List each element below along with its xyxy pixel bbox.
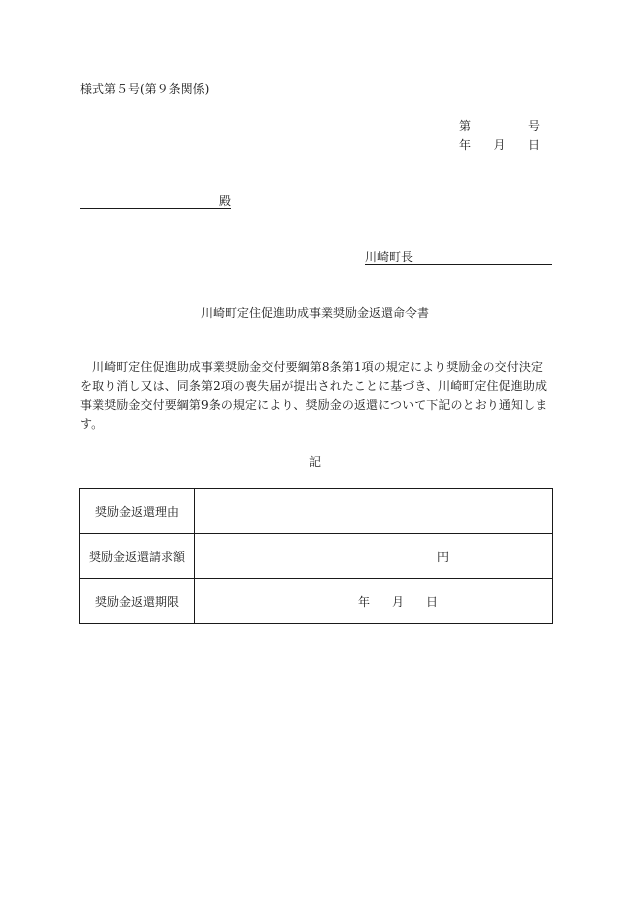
document-date <box>459 136 540 153</box>
table-row <box>80 489 553 534</box>
document-number-prefix: 第 <box>459 119 472 133</box>
table-row <box>80 534 553 579</box>
document-number <box>459 117 540 134</box>
amount-value-cell <box>195 534 553 579</box>
document-date-month: 月 <box>493 138 506 152</box>
reason-label: 奨励金返還理由 <box>80 489 195 534</box>
deadline-date <box>358 593 438 610</box>
reason-value-cell <box>195 489 553 534</box>
deadline-label: 奨励金返還期限 <box>80 579 195 624</box>
document-date-year: 年 <box>459 138 472 152</box>
deadline-value-cell <box>195 579 553 624</box>
amount-unit: 円 <box>437 550 450 564</box>
deadline-month: 月 <box>391 595 404 609</box>
deadline-day: 日 <box>425 595 438 609</box>
addressee-line <box>80 192 231 209</box>
deadline-year: 年 <box>358 595 371 609</box>
document-date-day: 日 <box>527 138 540 152</box>
table-row <box>80 579 553 624</box>
document-number-suffix: 号 <box>527 119 540 133</box>
sender-line <box>365 248 552 265</box>
sender-name: 川崎町長 <box>365 250 414 264</box>
document-title: 川崎町定住促進助成事業奨励金返還命令書 <box>200 306 429 320</box>
body-paragraph: 川崎町定住促進助成事業奨励金交付要綱第8条第1項の規定により奨励金の交付決定を取り消し又は、同条第2項の喪失届が提出されたことに基づき、川崎町定住促進助成事業奨励金交付要綱第9条の規定により、奨励金の返還について下記のとおり通知します。 <box>80 360 548 431</box>
amount-label: 奨励金返還請求額 <box>80 534 195 579</box>
ki-heading: 記 <box>308 455 321 469</box>
addressee-honorific: 殿 <box>218 194 231 208</box>
form-number-label: 様式第５号(第９条関係) <box>80 82 210 96</box>
details-table <box>79 488 553 624</box>
